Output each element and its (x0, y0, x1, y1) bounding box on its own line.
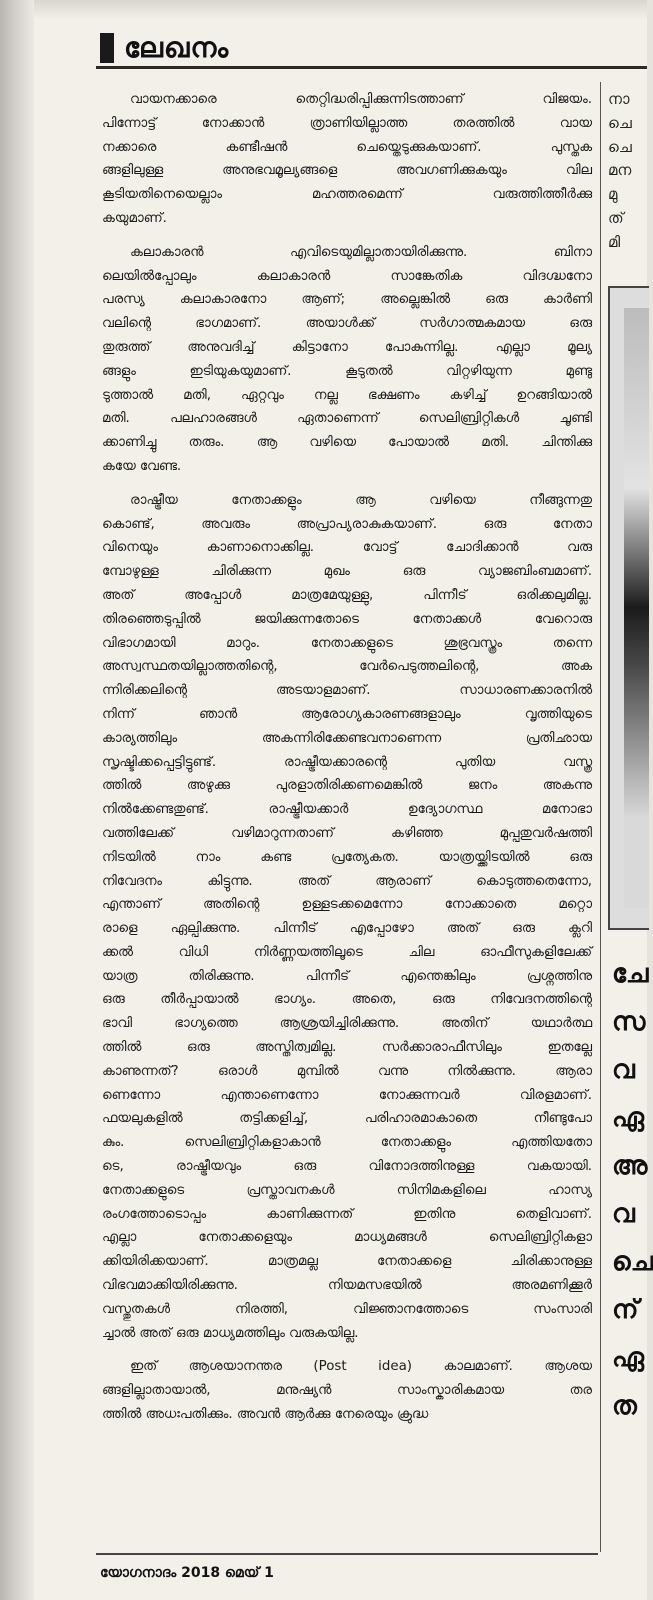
text-line: യാത്ര തിരിക്കുന്നു. പിന്നീട് എന്തെങ്കിലും പ്രശ്നത്തിനു (102, 968, 592, 984)
text-line: ന്നിരിക്കലിന്റെ അടയാളമാണ്. സാധാരണക്കാരനിൽ (102, 683, 592, 699)
text-line: രാളെ ഏല്പിക്കുന്നു. പിന്നീട് എപ്പോഴോ അത് ഒരു ക്ലറി (102, 921, 592, 937)
text-line: ങ്ങളും ഇടിയുകയുമാണ്. കൂടുതൽ വിറ്റഴിയുന്ന മുണ്ടു (102, 363, 592, 379)
text-line: കാണുന്നത്? ഒരാൾ മുമ്പിൽ വന്നു നിൽക്കുന്നു. ആരാ (102, 1063, 592, 1079)
text-line: ഫയലുകളിൽ തട്ടിക്കളിച്ച്, പരിഹാരമാകാതെ നീണ്ടുപോ (102, 1111, 592, 1127)
text-line: നിന്ന് ഞാൻ ആരോഗ്യകാരണങ്ങളാലും വൃത്തിയുടെ (102, 706, 592, 722)
caption-fragment: വ (612, 1055, 635, 1085)
text-line: ടുത്താൽ മതി, ഏറ്റവും നല്ല ഭക്ഷണം കഴിച്ച് ഉറങ്ങിയാൽ (102, 387, 592, 403)
adjacent-bold-caption (612, 950, 653, 1430)
text-line: വലിന്റെ ഭാഗമാണ്. അയാൾക്ക് സർഗാത്മകമായ ഒരു (102, 316, 592, 332)
top-edge-shadow (34, 0, 647, 20)
column-fragment: നാ (608, 90, 630, 108)
text-line: നക്കാരെ കണ്ടീഷൻ ചെയ്തെടുക്കുകയാണ്. പുസ്തക (102, 139, 592, 155)
text-line: അത് അപ്പോൾ മാത്രമേയുള്ളു, പിന്നീട് ഒരിക്കലുമില്ല. (102, 587, 592, 603)
text-line: വസ്തുതകൾ നിരത്തി, വിജ്ഞാനത്തോടെ സംസാരി (102, 1301, 592, 1317)
binding-spine (0, 0, 34, 1600)
article-paragraph (102, 489, 592, 1346)
text-line: വിഭവമാക്കിയിരിക്കുന്നു. നിയമസഭയിൽ അരമണിക്കൂർ (102, 1278, 592, 1294)
caption-fragment: ഏ (612, 1343, 645, 1373)
header-marker-block (100, 33, 114, 63)
text-line: ക്കിയിരിക്കയാണ്. മാത്രമല്ല നേതാക്കളെ ചിരിക്കാനുള്ള (102, 1254, 592, 1270)
page-footer: യോഗനാദം 2018 മെയ് 1 (100, 1565, 274, 1581)
section-title: ലേഖനം (124, 31, 230, 64)
text-line: സൃഷ്ടിക്കപ്പെട്ടിട്ടുണ്ട്. രാഷ്ട്രീയക്കാരന്റെ പുതിയ വസ്ത്ര (102, 754, 592, 770)
text-line: തിരഞ്ഞെടുപ്പിൽ ജയിക്കുന്നതോടെ നേതാക്കൾ വേറൊരു (102, 611, 592, 627)
text-line: ണെന്നോ എന്താണെന്നോ നോക്കുന്നവർ വിരളമാണ്. (102, 1087, 592, 1103)
article-paragraph (102, 241, 592, 479)
adjacent-photo-image (624, 308, 649, 908)
text-line: പിന്നോട്ട് നോക്കാൻ ത്രാണിയില്ലാത്ത തരത്തിൽ വായ (102, 115, 592, 131)
text-line: ച്ചാൽ അത് ഒരു മാധ്യമത്തിലും വരുകയില്ല. (102, 1325, 359, 1341)
caption-fragment: അ (612, 1151, 648, 1181)
column-fragment: ത് (608, 208, 624, 227)
column-fragment: മി (608, 232, 621, 251)
article-paragraph (102, 88, 592, 231)
text-line: ത്തിൽ ഒരു അസ്തിത്വമില്ല. സർക്കാരാഫീസിലും ഇതല്ലേ (102, 1040, 592, 1056)
article-paragraph (102, 1355, 592, 1426)
text-line: ടെ, രാഷ്ട്രീയവും ഒരു വിനോദത്തിനുള്ള വകയായി. (102, 1159, 592, 1175)
text-line: നിടയിൽ നാം കണ്ട പ്രത്യേകത. യാത്രയ്ക്കിടയിൽ ഒരു (102, 849, 592, 865)
text-line: രംഗത്തോടൊപ്പം കാണിക്കുന്നത് ഇതിനു തെളിവാണ്. (102, 1206, 592, 1222)
text-line: കാര്യത്തിലും അകന്നിരിക്കേണ്ടവനാണെന്ന പ്രതിഛായ (102, 730, 592, 746)
text-line: നേതാക്കളുടെ പ്രസ്താവനകൾ സിനിമകളിലെ ഹാസ്യ (102, 1182, 592, 1198)
text-line: അസ്വസ്ഥതയില്ലാത്തതിന്റെ, വേർപെടുത്തലിന്റെ, അക (102, 659, 592, 675)
text-line: എല്ലാ നേതാക്കളെയും മാധ്യമങ്ങൾ സെലിബ്രിറ്റികളാ (102, 1230, 592, 1246)
header-rule (96, 66, 647, 69)
text-line: വിഭാഗമായി മാറും. നേതാക്കളുടെ ശുഭ്രവസ്ത്രം തന്നെ (102, 635, 592, 651)
text-line: പരസ്യ കലാകാരനോ ആണ്; അല്ലെങ്കിൽ ഒരു കാർണി (102, 292, 592, 308)
caption-fragment: ഏ (612, 1103, 645, 1133)
text-line: വത്തിലേക്ക് വഴിമാറുന്നതാണ് കഴിഞ്ഞ മുപ്പതുവർഷത്തി (102, 825, 592, 841)
column-divider (600, 82, 601, 1552)
text-line: കൊണ്ട്, അവരും അപ്രാപ്യരാകുകയാണ്. ഒരു നേതാ (102, 516, 592, 532)
text-line: ലെയിൽപ്പോലും കലാകാരൻ സാങ്കേതിക വിദഗ്ദ്ധനോ (102, 268, 592, 284)
text-line: ഇത് ആശയാനന്തര (Post idea) കാലമാണ്. ആശയ (130, 1359, 592, 1375)
caption-fragment: സ (612, 1007, 646, 1037)
caption-fragment: ചെ (612, 1247, 653, 1277)
text-line: ങ്ങളിലുള്ള അനുഭവമൂല്യങ്ങളെ അവഗണിക്കുകയും വില (102, 163, 592, 179)
column-fragment: മു (608, 185, 618, 204)
text-line: ക്കൽ വിധി നിർണ്ണയത്തിലൂടെ ചില ഓഫീസുകളിലേക്ക് (102, 944, 592, 960)
text-line: ഭാവി ഭാഗ്യത്തെ ആശ്രയിച്ചിരിക്കുന്നു. അതിന് യഥാർത്ഥ (102, 1016, 592, 1032)
text-line: ത്തിൽ അധഃപതിക്കും. അവൻ ആർക്കു നേരെയും ക്രുദ്ധ (102, 1407, 429, 1423)
column-fragment: ചെ (608, 137, 632, 156)
text-line: കും. സെലിബ്രിറ്റികളാകാൻ നേതാക്കളും എത്തിയതോ (102, 1135, 592, 1151)
caption-fragment: ത (612, 1391, 637, 1421)
text-line: കയേ വേണ്ട. (102, 458, 182, 474)
text-line: ത്തിൽ അഴുക്കു പുരളാതിരിക്കണമെങ്കിൽ ജനം അകന്നു (102, 778, 592, 794)
text-line: കലാകാരൻ എവിടെയുമില്ലാതായിരിക്കുന്നു. ബിനാ (130, 244, 592, 260)
text-line: കൂടിയതിനെയെല്ലാം മഹത്തരമെന്ന് വരുത്തിത്തീർക്കു (102, 187, 592, 203)
text-line: തുരുത്ത് അനുവദിച്ച് കിട്ടാനോ പോകുന്നില്ല. എല്ലാ മൂല്യ (102, 339, 592, 355)
text-line: വിനെയും കാണാനൊക്കില്ല. വോട്ട് ചോദിക്കാൻ വരു (102, 540, 592, 556)
column-fragment: മന (608, 161, 632, 180)
section-header (100, 28, 229, 68)
caption-fragment: വ (612, 1199, 635, 1229)
text-line: മതി. പലഹാരങ്ങൾ ഏതാണെന്ന് സെലിബ്രിറ്റികൾ ചൂണ്ടി (102, 411, 592, 427)
text-line: കയുമാണ്. (102, 210, 167, 226)
text-line: മ്പോഴുള്ള ചിരിക്കുന്ന മുഖം ഒരു വ്യാജബിംബമാണ്. (102, 564, 592, 580)
text-line: നിൽക്കേണ്ടതുണ്ട്. രാഷ്ട്രീയക്കാർ ഉദ്യോഗസ്ഥ മനോഭാ (102, 802, 592, 818)
caption-fragment: ചേ (612, 959, 649, 989)
text-line: ക്കാണിച്ചു തരും. ആ വഴിയെ പോയാൽ മതി. ചിന്തിക്കു (102, 435, 592, 451)
caption-fragment: ന് (612, 1295, 639, 1325)
text-line: ങ്ങളില്ലാതായാൽ, മനുഷ്യൻ സാംസ്കാരികമായ തര (102, 1383, 592, 1399)
text-line: എന്താണ് അതിന്റെ ഉള്ളടക്കമെന്നോ നോക്കാതെ മറ്റൊ (102, 897, 592, 913)
text-line: വായനക്കാരെ തെറ്റിദ്ധരിപ്പിക്കുന്നിടത്താണ് വിജയം. (130, 92, 592, 107)
text-line: രാഷ്ട്രീയ നേതാക്കളും ആ വഴിയെ നീങ്ങുന്നതു (130, 492, 592, 508)
adjacent-photo (608, 286, 649, 930)
adjacent-column-fragments (608, 88, 647, 255)
text-line: ഒരു തീർപ്പായാൽ ഭാഗ്യം. അതെ, ഒരു നിവേദനത്തിന്റെ (102, 992, 592, 1008)
text-line: നിവേദനം കിട്ടുന്നു. അത് ആരാണ് കൊടുത്തതെന്നോ, (102, 873, 592, 889)
column-fragment: ചെ (608, 113, 632, 132)
article-body (102, 88, 592, 1437)
footer-rule (96, 1553, 598, 1555)
